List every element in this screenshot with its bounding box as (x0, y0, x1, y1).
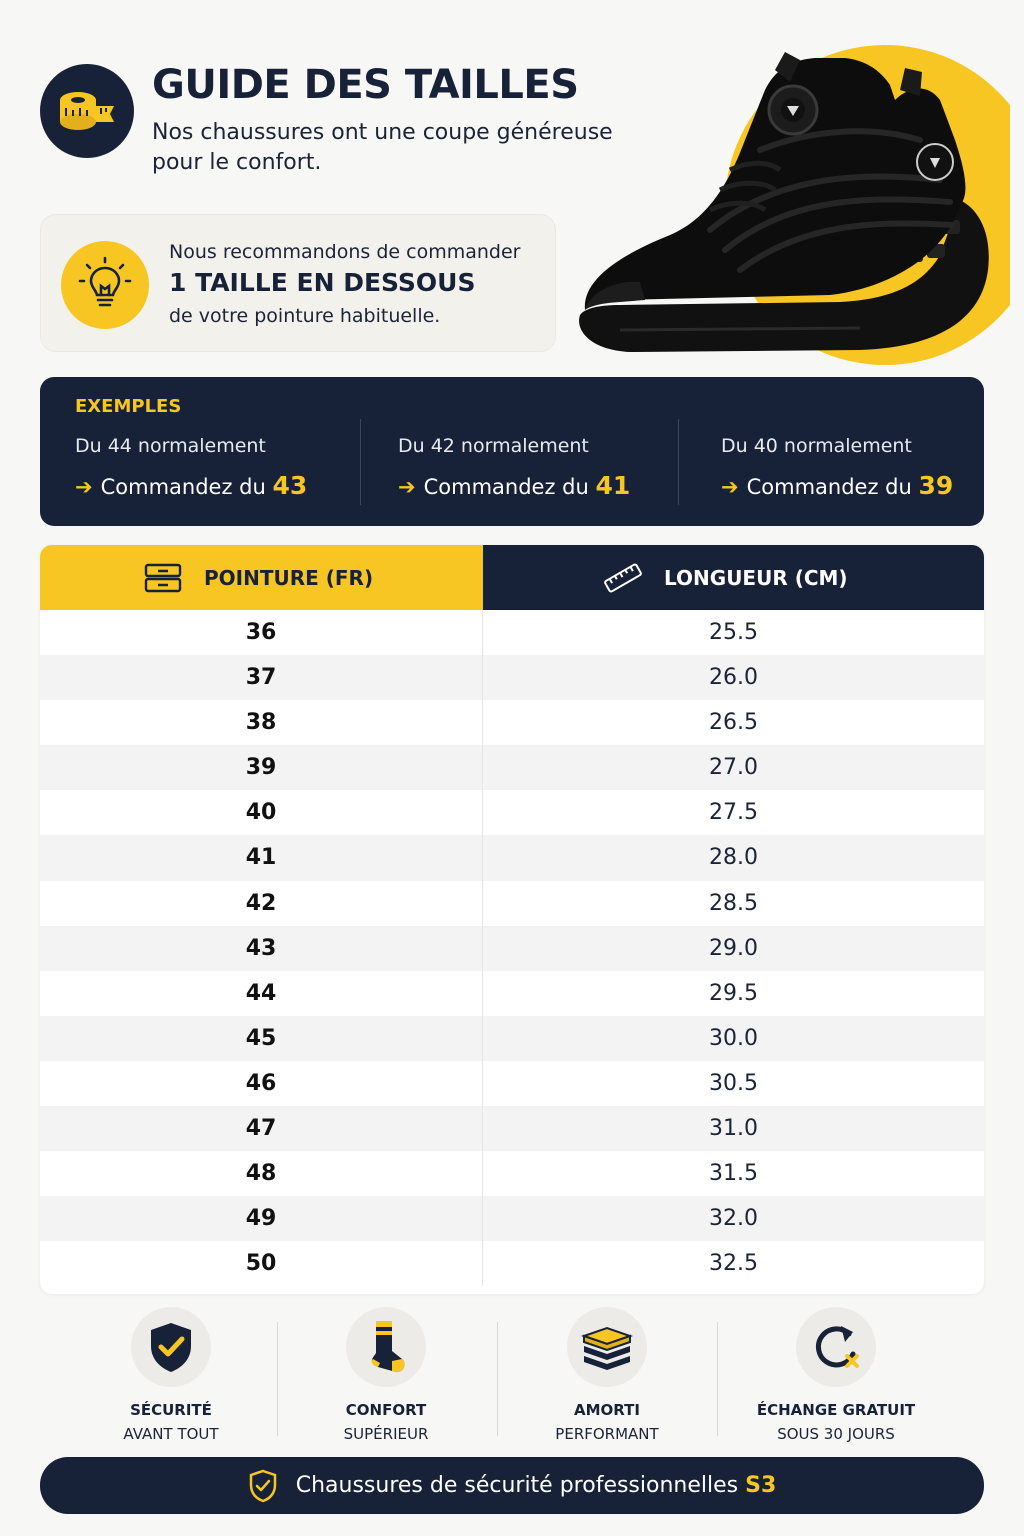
footer-label: Chaussures de sécurité professionnelles (295, 1473, 739, 1498)
size-cell: 42 (40, 881, 483, 926)
feature-divider (717, 1322, 718, 1436)
table-row (40, 1016, 984, 1061)
recommendation-intro: Nous recommandons de commander (169, 241, 521, 263)
footer-banner (40, 1457, 984, 1514)
lightbulb-icon (78, 256, 132, 314)
feature-subtitle: SUPÉRIEUR (343, 1425, 429, 1443)
cushion-layers-icon (580, 1324, 634, 1370)
recommendation-card (40, 214, 556, 352)
example-normal-size: Du 40 normalement (721, 435, 912, 457)
feature-cushioning (507, 1307, 707, 1443)
example-order-size: 43 (272, 471, 308, 500)
column-header-size (40, 545, 483, 610)
table-row (40, 835, 984, 880)
length-cell: 27.5 (709, 800, 758, 826)
examples-divider (360, 419, 361, 505)
size-cell: 49 (40, 1196, 483, 1241)
size-cell: 46 (40, 1061, 483, 1106)
table-row (40, 655, 984, 700)
arrow-right-icon: ➔ (721, 475, 739, 499)
feature-title: SÉCURITÉ (130, 1401, 212, 1419)
feature-title: ÉCHANGE GRATUIT (756, 1401, 916, 1419)
tape-measure-icon (56, 86, 118, 136)
feature-icon-badge (567, 1307, 647, 1387)
length-cell: 30.5 (709, 1070, 758, 1096)
logo-badge (40, 64, 134, 158)
length-cell: 30.0 (709, 1025, 758, 1051)
sock-icon (364, 1319, 408, 1375)
example-item (75, 435, 307, 500)
feature-divider (277, 1322, 278, 1436)
example-normal-size: Du 44 normalement (75, 435, 266, 457)
size-cell: 45 (40, 1016, 483, 1061)
examples-label: EXEMPLES (75, 396, 182, 417)
length-cell: 29.5 (709, 980, 758, 1006)
length-cell: 26.5 (709, 710, 758, 736)
length-cell: 26.0 (709, 665, 758, 691)
shield-check-icon (147, 1320, 195, 1374)
size-cell: 48 (40, 1151, 483, 1196)
size-cell: 36 (40, 610, 483, 655)
footer-highlight: S3 (745, 1473, 777, 1498)
length-cell: 27.0 (709, 755, 758, 781)
example-order-line (398, 471, 630, 500)
footer-text (296, 1473, 777, 1498)
example-order-line (721, 471, 953, 500)
length-cell: 25.5 (709, 620, 758, 645)
safety-shoe-illustration (560, 30, 1010, 370)
examples-panel (40, 377, 984, 526)
length-cell: 28.0 (709, 845, 758, 871)
lightbulb-badge (61, 241, 149, 329)
example-order-line (75, 471, 307, 500)
table-row (40, 1151, 984, 1196)
arrow-right-icon: ➔ (75, 475, 93, 499)
example-normal-size: Du 42 normalement (398, 435, 589, 457)
table-row (40, 1241, 984, 1286)
length-cell: 28.5 (709, 890, 758, 916)
example-order-prefix: Commandez du (100, 475, 266, 499)
example-order-size: 41 (595, 471, 631, 500)
size-cell: 41 (40, 835, 483, 880)
table-row (40, 1106, 984, 1151)
feature-subtitle: AVANT TOUT (123, 1425, 219, 1443)
recommendation-highlight: 1 TAILLE EN DESSOUS (169, 268, 476, 297)
length-cell: 31.0 (709, 1116, 758, 1142)
example-order-prefix: Commandez du (423, 475, 589, 499)
length-cell: 29.0 (709, 935, 758, 961)
length-cell: 31.5 (709, 1161, 758, 1187)
feature-subtitle: SOUS 30 JOURS (777, 1425, 895, 1443)
size-cell: 38 (40, 700, 483, 745)
table-row (40, 1061, 984, 1106)
feature-title: CONFORT (345, 1401, 427, 1419)
table-row (40, 926, 984, 971)
example-item (721, 435, 953, 500)
table-row (40, 700, 984, 745)
example-order-size: 39 (918, 471, 954, 500)
table-row (40, 1196, 984, 1241)
size-cell: 50 (40, 1241, 483, 1286)
table-row (40, 971, 984, 1016)
column-header-length (483, 545, 984, 610)
column-header-length-label: LONGUEUR (CM) (664, 565, 848, 590)
shoe-box-icon (144, 562, 182, 594)
length-cell: 32.0 (709, 1206, 758, 1232)
feature-subtitle: PERFORMANT (555, 1425, 659, 1443)
feature-divider (497, 1322, 498, 1436)
ruler-icon (603, 561, 643, 595)
feature-icon-badge (131, 1307, 211, 1387)
feature-comfort (286, 1307, 486, 1443)
page-subtitle: Nos chaussures ont une coupe généreuse pour le confort. (152, 120, 613, 175)
example-order-prefix: Commandez du (746, 475, 912, 499)
size-cell: 47 (40, 1106, 483, 1151)
size-table-body (40, 610, 984, 1286)
table-row (40, 745, 984, 790)
arrow-right-icon: ➔ (398, 475, 416, 499)
example-item (398, 435, 630, 500)
feature-security (71, 1307, 271, 1443)
exchange-arrow-icon (809, 1320, 863, 1374)
size-cell: 39 (40, 745, 483, 790)
feature-icon-badge (796, 1307, 876, 1387)
table-row (40, 881, 984, 926)
recommendation-outro: de votre pointure habituelle. (169, 305, 441, 327)
shield-check-icon (248, 1469, 278, 1503)
feature-free-exchange (736, 1307, 936, 1443)
column-header-size-label: POINTURE (FR) (204, 565, 374, 590)
size-cell: 37 (40, 655, 483, 700)
size-table (40, 545, 984, 1294)
table-row (40, 610, 984, 655)
examples-divider (678, 419, 679, 505)
page-title: GUIDE DES TAILLES (152, 62, 579, 108)
table-row (40, 790, 984, 835)
size-cell: 40 (40, 790, 483, 835)
feature-icon-badge (346, 1307, 426, 1387)
size-cell: 43 (40, 926, 483, 971)
size-cell: 44 (40, 971, 483, 1016)
length-cell: 32.5 (709, 1251, 758, 1277)
feature-title: AMORTI (574, 1401, 640, 1419)
